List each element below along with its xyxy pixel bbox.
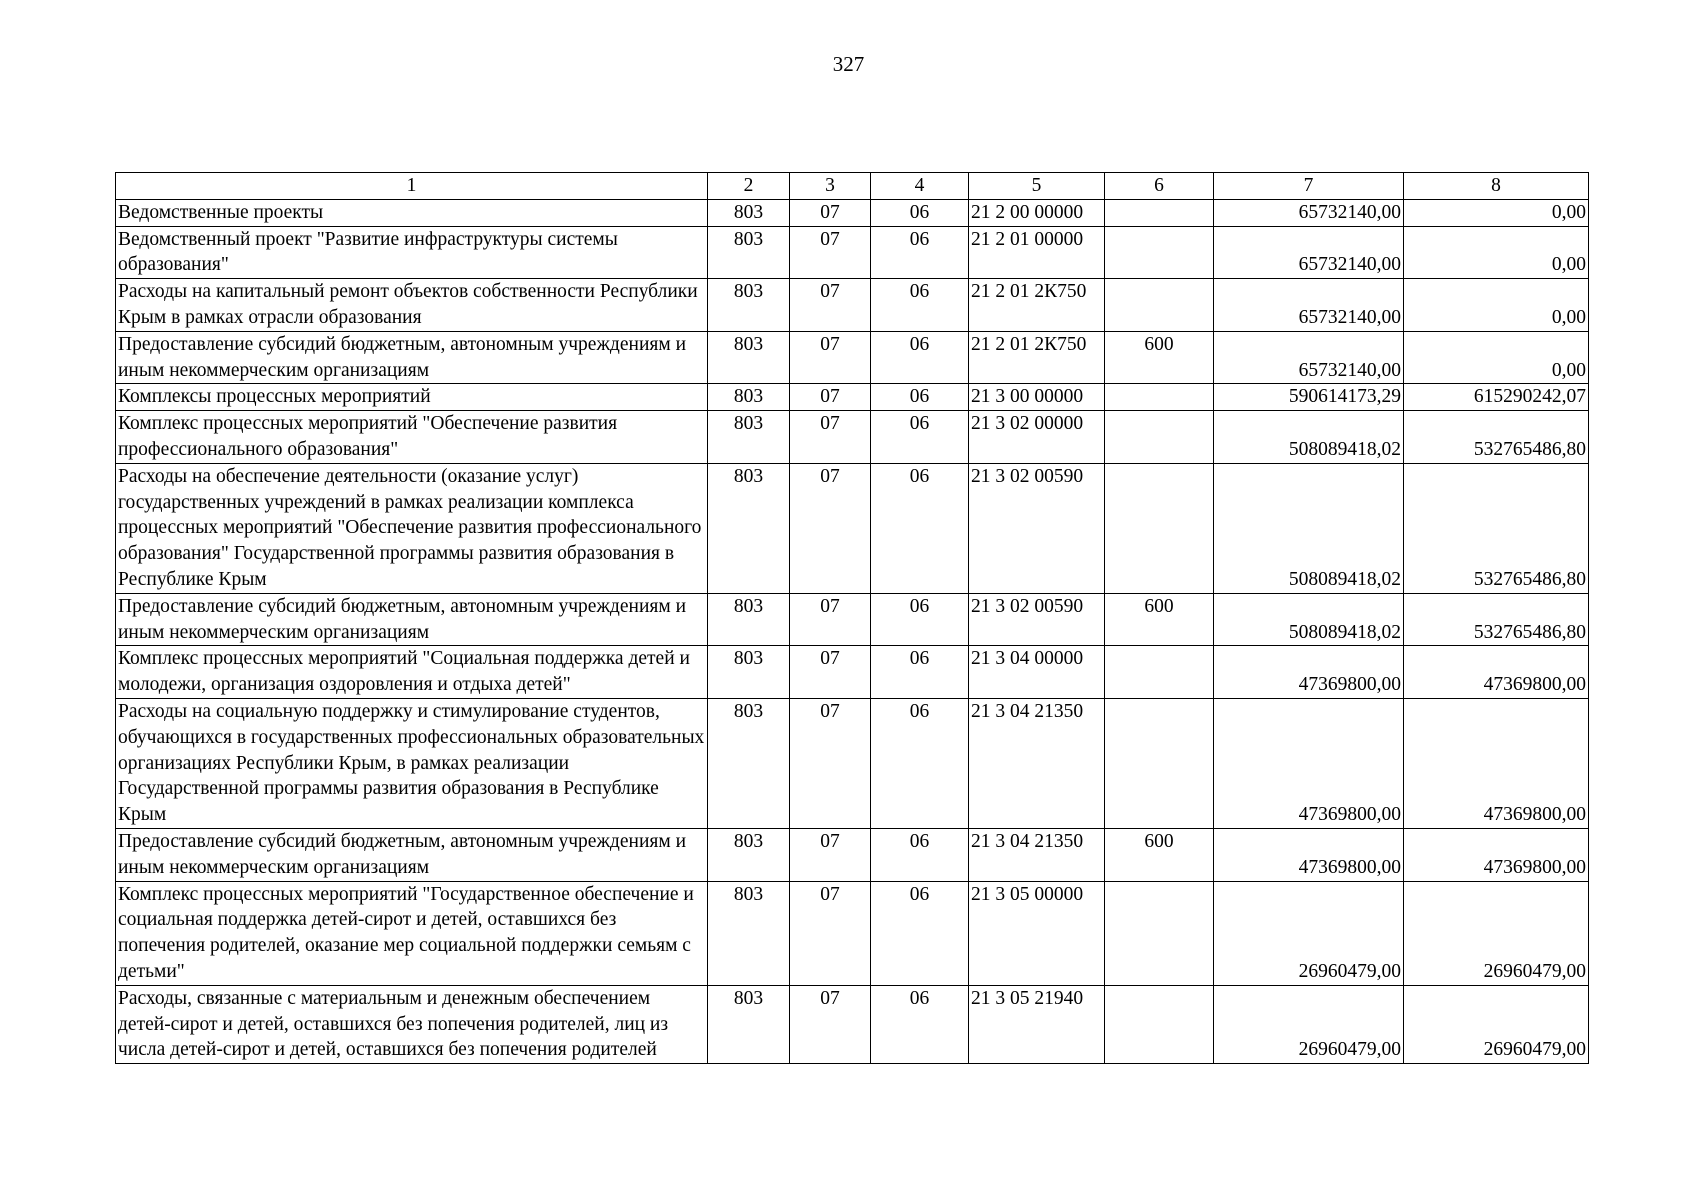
cell-subsection-code: 06 — [871, 881, 969, 985]
row-description: Комплексы процессных мероприятий — [116, 384, 708, 411]
table-row — [116, 698, 1589, 828]
cell-section-code: 07 — [790, 828, 871, 881]
cell-amount-col7: 65732140,00 — [1214, 199, 1404, 226]
header-cell: 8 — [1404, 173, 1589, 200]
cell-ministry-code: 803 — [708, 698, 790, 828]
cell-amount-col8: 0,00 — [1404, 331, 1589, 384]
cell-amount-col8: 0,00 — [1404, 226, 1589, 279]
cell-subsection-code: 06 — [871, 384, 969, 411]
cell-expense-type — [1105, 881, 1214, 985]
cell-amount-col7: 26960479,00 — [1214, 985, 1404, 1063]
cell-target-article: 21 3 02 00590 — [969, 463, 1105, 593]
row-description: Предоставление субсидий бюджетным, автономным учреждениям и иным некоммерческим организациям — [116, 828, 708, 881]
table-row — [116, 985, 1589, 1063]
row-description: Предоставление субсидий бюджетным, автономным учреждениям и иным некоммерческим организациям — [116, 331, 708, 384]
cell-ministry-code: 803 — [708, 828, 790, 881]
cell-target-article: 21 3 05 21940 — [969, 985, 1105, 1063]
cell-amount-col8: 0,00 — [1404, 199, 1589, 226]
page-number: 327 — [832, 52, 865, 76]
cell-expense-type — [1105, 646, 1214, 699]
table-row — [116, 646, 1589, 699]
cell-amount-col7: 508089418,02 — [1214, 411, 1404, 464]
cell-amount-col8: 532765486,80 — [1404, 411, 1589, 464]
cell-target-article: 21 2 01 2К750 — [969, 279, 1105, 332]
cell-amount-col7: 65732140,00 — [1214, 279, 1404, 332]
cell-subsection-code: 06 — [871, 985, 969, 1063]
cell-expense-type — [1105, 199, 1214, 226]
cell-amount-col8: 532765486,80 — [1404, 593, 1589, 646]
cell-amount-col8: 615290242,07 — [1404, 384, 1589, 411]
cell-subsection-code: 06 — [871, 828, 969, 881]
cell-target-article: 21 3 04 00000 — [969, 646, 1105, 699]
cell-subsection-code: 06 — [871, 411, 969, 464]
cell-ministry-code: 803 — [708, 279, 790, 332]
cell-amount-col7: 590614173,29 — [1214, 384, 1404, 411]
cell-section-code: 07 — [790, 226, 871, 279]
cell-target-article: 21 3 00 00000 — [969, 384, 1105, 411]
table-row — [116, 828, 1589, 881]
cell-ministry-code: 803 — [708, 985, 790, 1063]
row-description: Расходы, связанные с материальным и денежным обеспечением детей-сирот и детей, оставшихся без попечения родителей, лиц из числа детей-сирот и детей, оставшихся без попечения родителей — [116, 985, 708, 1063]
cell-section-code: 07 — [790, 698, 871, 828]
table-row — [116, 384, 1589, 411]
cell-ministry-code: 803 — [708, 226, 790, 279]
cell-subsection-code: 06 — [871, 331, 969, 384]
cell-subsection-code: 06 — [871, 279, 969, 332]
cell-amount-col7: 508089418,02 — [1214, 463, 1404, 593]
table-row — [116, 199, 1589, 226]
table-row — [116, 593, 1589, 646]
cell-section-code: 07 — [790, 331, 871, 384]
cell-target-article: 21 3 05 00000 — [969, 881, 1105, 985]
header-cell: 4 — [871, 173, 969, 200]
cell-amount-col7: 65732140,00 — [1214, 226, 1404, 279]
cell-expense-type: 600 — [1105, 331, 1214, 384]
cell-expense-type: 600 — [1105, 593, 1214, 646]
cell-ministry-code: 803 — [708, 331, 790, 384]
header-cell: 1 — [116, 173, 708, 200]
table-row — [116, 881, 1589, 985]
row-description: Комплекс процессных мероприятий "Государственное обеспечение и социальная поддержка детей-сирот и детей, оставшихся без попечения родителей, оказание мер социальной поддержки семьям с детьми" — [116, 881, 708, 985]
cell-section-code: 07 — [790, 881, 871, 985]
row-description: Комплекс процессных мероприятий "Обеспечение развития профессионального образования" — [116, 411, 708, 464]
cell-ministry-code: 803 — [708, 463, 790, 593]
cell-amount-col7: 47369800,00 — [1214, 698, 1404, 828]
cell-amount-col8: 0,00 — [1404, 279, 1589, 332]
cell-subsection-code: 06 — [871, 593, 969, 646]
cell-subsection-code: 06 — [871, 463, 969, 593]
cell-amount-col7: 47369800,00 — [1214, 646, 1404, 699]
cell-section-code: 07 — [790, 463, 871, 593]
cell-amount-col8: 47369800,00 — [1404, 698, 1589, 828]
cell-target-article: 21 3 04 21350 — [969, 698, 1105, 828]
cell-section-code: 07 — [790, 411, 871, 464]
cell-ministry-code: 803 — [708, 646, 790, 699]
cell-target-article: 21 2 01 2К750 — [969, 331, 1105, 384]
table-row — [116, 411, 1589, 464]
cell-amount-col8: 532765486,80 — [1404, 463, 1589, 593]
cell-expense-type — [1105, 279, 1214, 332]
header-cell: 2 — [708, 173, 790, 200]
cell-amount-col8: 47369800,00 — [1404, 828, 1589, 881]
cell-amount-col7: 26960479,00 — [1214, 881, 1404, 985]
row-description: Расходы на капитальный ремонт объектов собственности Республики Крым в рамках отрасли образования — [116, 279, 708, 332]
budget-table — [115, 172, 1589, 1064]
cell-ministry-code: 803 — [708, 593, 790, 646]
cell-section-code: 07 — [790, 985, 871, 1063]
cell-section-code: 07 — [790, 593, 871, 646]
cell-section-code: 07 — [790, 199, 871, 226]
row-description: Комплекс процессных мероприятий "Социальная поддержка детей и молодежи, организация оздоровления и отдыха детей" — [116, 646, 708, 699]
cell-expense-type — [1105, 698, 1214, 828]
row-description: Ведомственный проект "Развитие инфраструктуры системы образования" — [116, 226, 708, 279]
header-cell: 5 — [969, 173, 1105, 200]
cell-target-article: 21 2 00 00000 — [969, 199, 1105, 226]
cell-section-code: 07 — [790, 646, 871, 699]
header-cell: 6 — [1105, 173, 1214, 200]
table-row — [116, 226, 1589, 279]
table-row — [116, 463, 1589, 593]
cell-target-article: 21 3 02 00000 — [969, 411, 1105, 464]
cell-expense-type — [1105, 411, 1214, 464]
row-description: Расходы на социальную поддержку и стимулирование студентов, обучающихся в государственных профессиональных образовательных организациях Республики Крым, в рамках реализации Государственной программы развития образования в Республике Крым — [116, 698, 708, 828]
cell-ministry-code: 803 — [708, 384, 790, 411]
cell-ministry-code: 803 — [708, 881, 790, 985]
cell-expense-type — [1105, 384, 1214, 411]
cell-subsection-code: 06 — [871, 226, 969, 279]
cell-expense-type — [1105, 226, 1214, 279]
cell-target-article: 21 3 02 00590 — [969, 593, 1105, 646]
cell-ministry-code: 803 — [708, 199, 790, 226]
cell-amount-col8: 26960479,00 — [1404, 985, 1589, 1063]
cell-target-article: 21 2 01 00000 — [969, 226, 1105, 279]
cell-subsection-code: 06 — [871, 199, 969, 226]
cell-amount-col7: 47369800,00 — [1214, 828, 1404, 881]
cell-amount-col7: 508089418,02 — [1214, 593, 1404, 646]
cell-ministry-code: 803 — [708, 411, 790, 464]
cell-amount-col8: 26960479,00 — [1404, 881, 1589, 985]
row-description: Предоставление субсидий бюджетным, автономным учреждениям и иным некоммерческим организациям — [116, 593, 708, 646]
table-row — [116, 331, 1589, 384]
header-row — [116, 173, 1589, 200]
cell-section-code: 07 — [790, 384, 871, 411]
row-description: Расходы на обеспечение деятельности (оказание услуг) государственных учреждений в рамках реализации комплекса процессных мероприятий "Обеспечение развития профессионального образования" Государственной программы развития образования в Республике Крым — [116, 463, 708, 593]
cell-subsection-code: 06 — [871, 646, 969, 699]
row-description: Ведомственные проекты — [116, 199, 708, 226]
header-cell: 7 — [1214, 173, 1404, 200]
cell-amount-col7: 65732140,00 — [1214, 331, 1404, 384]
header-cell: 3 — [790, 173, 871, 200]
cell-section-code: 07 — [790, 279, 871, 332]
cell-expense-type: 600 — [1105, 828, 1214, 881]
cell-subsection-code: 06 — [871, 698, 969, 828]
table-row — [116, 279, 1589, 332]
cell-expense-type — [1105, 463, 1214, 593]
cell-target-article: 21 3 04 21350 — [969, 828, 1105, 881]
cell-expense-type — [1105, 985, 1214, 1063]
cell-amount-col8: 47369800,00 — [1404, 646, 1589, 699]
